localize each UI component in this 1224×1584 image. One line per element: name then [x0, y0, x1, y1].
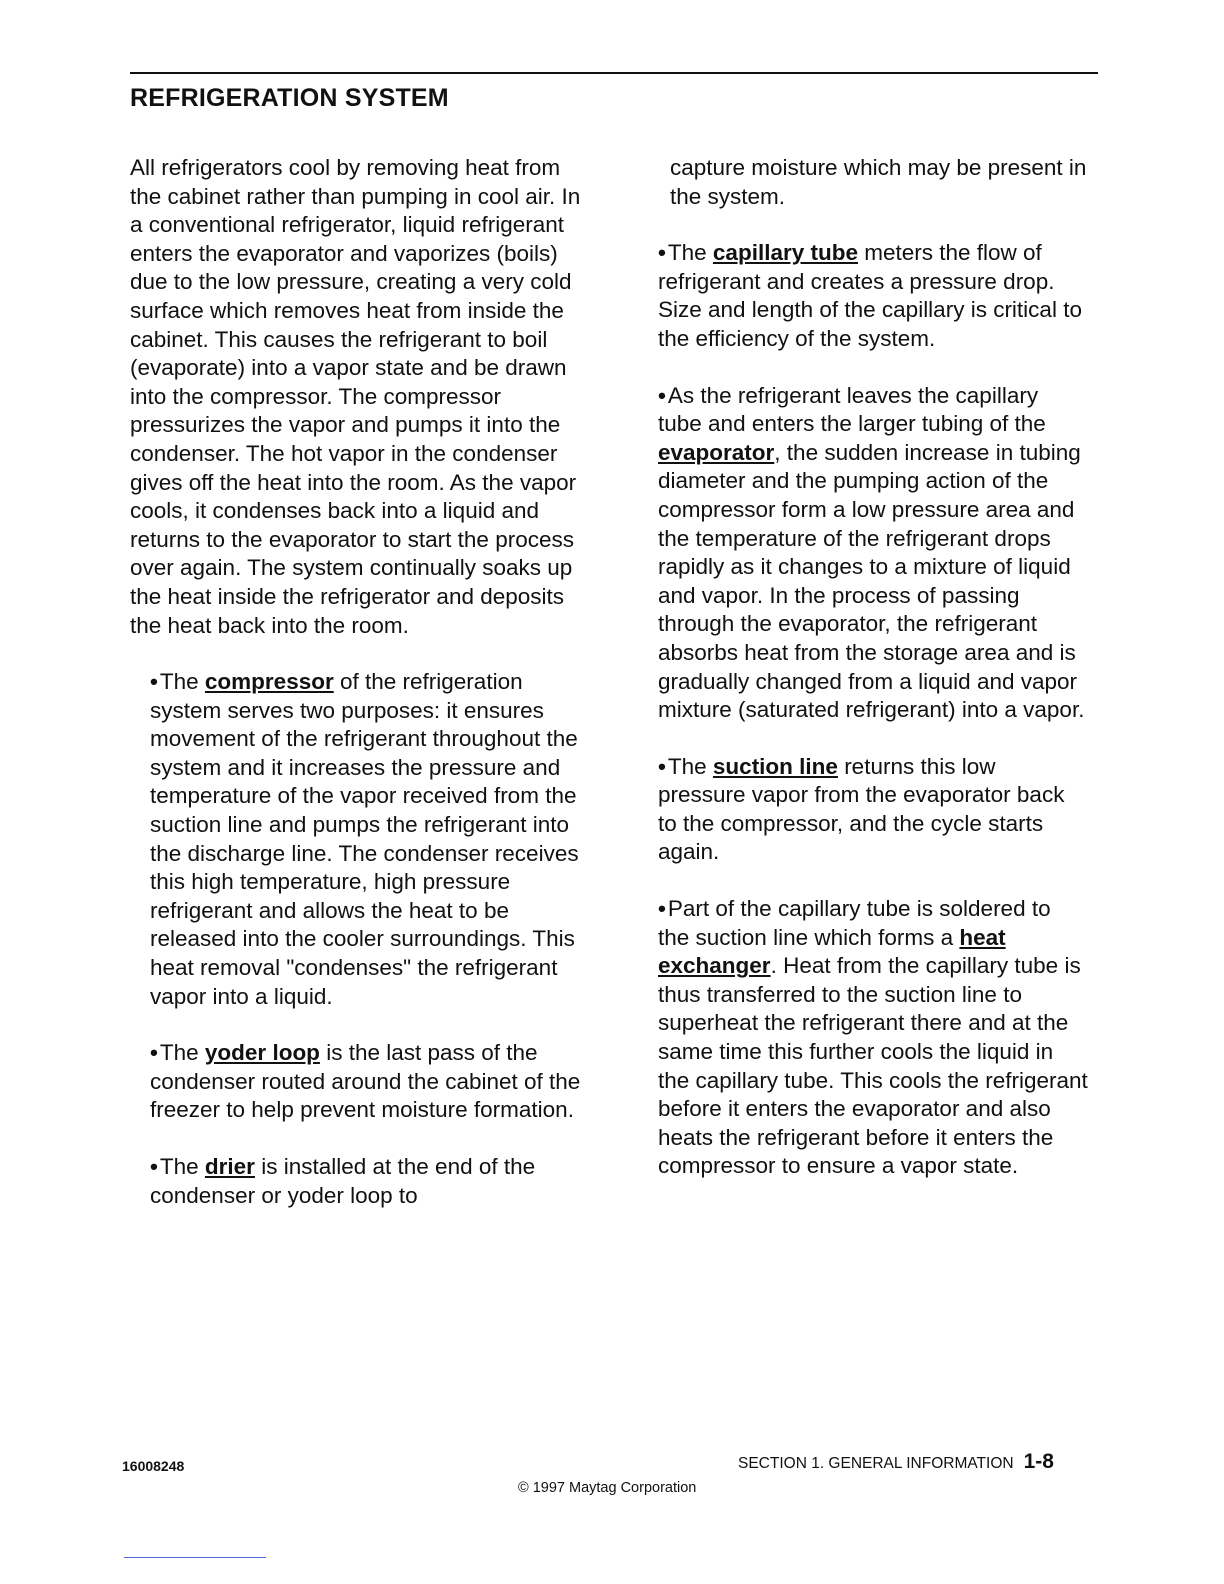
term-compressor: compressor [204, 669, 334, 695]
continuation-paragraph: capture moisture which may be present in the system. [670, 155, 1087, 209]
bottom-rule [124, 1557, 266, 1558]
bullet-heat-exchanger: •Part of the capillary tube is soldered to the suction line which forms a heat exchanger. Heat from the capillary tube is thus transferred to the suction line to superheat the refrigerant there and at the same time this further cools the liquid in the capillary tube. This cools the refrigerant before it enters the evaporator and also heats the refrigerant before it enters the compressor to ensure a vapor state. [658, 896, 1088, 1179]
section-label: SECTION 1. GENERAL INFORMATION [738, 1455, 1014, 1472]
bullet-suction-line: •The suction line returns this low pressure vapor from the evaporator back to the compressor, and the cycle starts again. [658, 753, 1065, 865]
bullet-evaporator: •As the refrigerant leaves the capillary tube and enters the larger tubing of the evaporator, the sudden increase in tubing diameter and the pumping action of the compressor form a low pressure area and the temperature of the refrigerant drops rapidly as it changes to a mixture of liquid and vapor. In the process of passing through the evaporator, the refrigerant absorbs heat from the storage area and is gradually changed from a liquid and vapor mixture (saturated refrigerant) into a vapor. [658, 382, 1085, 723]
header-rule [130, 72, 1098, 74]
bullet-yoder-loop: •The yoder loop is the last pass of the condenser routed around the cabinet of the freezer to help prevent moisture formation. [150, 1040, 581, 1123]
page-number: 1-8 [1023, 1450, 1054, 1473]
intro-paragraph: All refrigerators cool by removing heat from the cabinet rather than pumping in cool air. In a conventional refrigerator, liquid refrigerant enters the evaporator and vaporizes (boils) due to the low pressure, creating a very cold surface which removes heat from inside the cabinet. This causes the refrigerant to boil (evaporate) into a vapor state and be drawn into the compressor. The compressor pressurizes the vapor and pumps it into the condenser. The hot vapor in the condenser gives off the heat into the room. As the vapor cools, it condenses back into a liquid and returns to the evaporator to start the process over again. The system continually soaks up the heat inside the refrigerator and deposits the heat back into the room. [130, 155, 581, 638]
bullet-drier: •The drier is installed at the end of the condenser or yoder loop to [150, 1154, 536, 1208]
bullet-dot: • [150, 1154, 158, 1179]
bullet-dot: • [658, 896, 666, 922]
bullet-capillary-tube: •The capillary tube meters the flow of refrigerant and creates a pressure drop. Size and length of the capillary is critical to the efficiency of the system. [658, 240, 1082, 351]
term-evaporator: evaporator [658, 439, 775, 465]
left-column [130, 154, 590, 1238]
bullet-dot: • [658, 382, 666, 408]
bullet-dot: • [150, 1040, 158, 1066]
bullet-dot: • [150, 669, 158, 695]
section-footer [738, 1450, 1054, 1474]
term-heat-exchanger: heat exchanger [658, 924, 1006, 979]
term-drier: drier [204, 1154, 255, 1179]
bullet-compressor: •The compressor of the refrigeration system serves two purposes: it ensures movement of the refrigerant throughout the system and it increases the pressure and temperature of the vapor received from the suction line and pumps the refrigerant into the discharge line. The condenser receives this high temperature, high pressure refrigerant and allows the heat to be released into the cooler surroundings. This heat removal "condenses" the refrigerant vapor into a liquid. [150, 669, 579, 1009]
right-column [658, 154, 1088, 1209]
copyright: © 1997 Maytag Corporation [518, 1480, 697, 1496]
page-title: REFRIGERATION SYSTEM [130, 84, 449, 112]
document-number: 16008248 [122, 1458, 185, 1474]
term-capillary-tube: capillary tube [712, 240, 858, 266]
term-yoder-loop: yoder loop [204, 1040, 320, 1066]
term-suction-line: suction line [712, 753, 838, 779]
bullet-dot: • [658, 753, 666, 779]
bullet-dot: • [658, 240, 666, 266]
